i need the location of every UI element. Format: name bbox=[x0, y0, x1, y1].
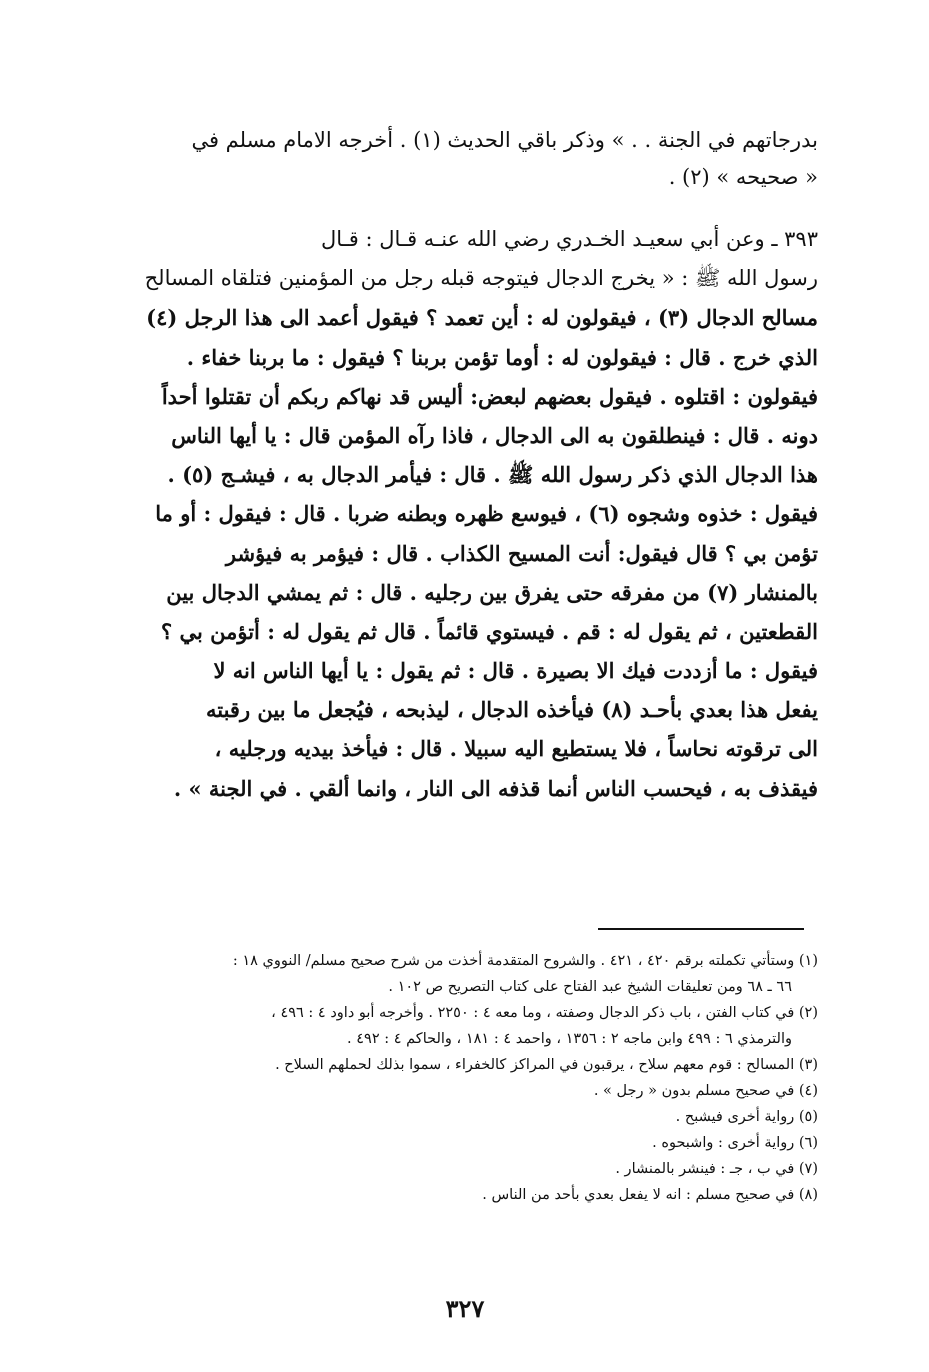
footnote-8: (٨) في صحيح مسلم : انه لا يفعل بعدي بأحد من الناس . bbox=[482, 1187, 818, 1203]
hadith-line: مسالح الدجال (٣) ، فيقولون له : أين تعمد ؟ فيقول أعمد الى هذا الرجل (٤) bbox=[146, 305, 818, 331]
footnote-1-continuation: ٦٦ ـ ٦٨ ومن تعليقات الشيخ عبد الفتاح على كتاب التصريح ص ١٠٢ . bbox=[388, 979, 792, 995]
footnote-divider bbox=[598, 928, 804, 930]
hadith-line: رسول الله ﷺ : « يخرج الدجال فيتوجه قبله رجل من المؤمنين فتلقاه المسالح bbox=[144, 266, 818, 291]
hadith-line: ٣٩٣ ـ وعن أبي سعيـد الخـدري رضي الله عنـه قـال : قـال bbox=[320, 227, 818, 251]
hadith-line: يفعل هذا بعدي بأحـد (٨) فيأخذه الدجال ، ليذبحه ، فيُجعل ما بين رقبته bbox=[205, 697, 818, 723]
footnote-1: (١) وستأتي تكملته برقم ٤٢٠ ، ٤٢١ . والشروح المتقدمة أخذت من شرح صحيح مسلم/ النووي ١٨ : bbox=[232, 953, 818, 969]
hadith-line: فيقول : خذوه وشجوه (٦) ، فيوسع ظهره وبطنه ضربا . قال : فيقول : أو ما bbox=[155, 501, 818, 527]
footnote-6: (٦) رواية أخرى : واشبحوه . bbox=[652, 1135, 818, 1151]
hadith-line: فيقول : ما أزددت فيك الا بصيرة . قال : ثم يقول : يا أيها الناس انه لا bbox=[213, 658, 818, 684]
hadith-line: القطعتين ، ثم يقول له : قم . فيستوي قائماً . قال ثم يقول له : أتؤمن بي ؟ bbox=[161, 618, 818, 644]
footnote-3: (٣) المسالح : قوم معهم سلاح ، يرقبون في المراكز كالخفراء ، سموا بذلك لحملهم السلاح . bbox=[275, 1057, 818, 1073]
footnote-4: (٤) في صحيح مسلم بدون « رجل » . bbox=[593, 1083, 818, 1099]
footnotes bbox=[112, 948, 818, 1208]
hadith-line: دونه . قال : فينطلقون به الى الدجال ، فاذا رآه المؤمن قال : يا أيها الناس bbox=[171, 422, 818, 448]
hadith-line: فيقذف به ، فيحسب الناس أنما قذفه الى النار ، وانما ألقي . في الجنة » . bbox=[173, 775, 818, 801]
hadith-line: الى ترقوته نحاساً ، فلا يستطيع اليه سبيلا . قال : فيأخذ بيديه ورجليه ، bbox=[214, 736, 818, 762]
footnote-7: (٧) في ب ، جـ : فينشر بالمنشار . bbox=[615, 1161, 818, 1177]
intro-line-2: « صحيحه » (٢) . bbox=[668, 165, 818, 189]
hadith-line: فيقولون : اقتلوه . فيقول بعضهم لبعض: أليس قد نهاكم ربكم أن تقتلوا أحداً bbox=[161, 383, 818, 409]
footnote-5: (٥) رواية أخرى فيشبح . bbox=[675, 1109, 818, 1125]
footnote-2: (٢) في كتاب الفتن ، باب ذكر الدجال وصفته ، وما معه ٤ : ٢٢٥٠ . وأخرجه أبو داود ٤ : ٤٩٦ ، bbox=[271, 1005, 818, 1021]
intro-line-1: بدرجاتهم في الجنة . . » وذكر باقي الحديث (١) . أخرجه الامام مسلم في bbox=[191, 128, 818, 152]
hadith-line: تؤمن بي ؟ قال فيقول: أنت المسيح الكذاب . قال : فيؤمر به فيؤشر bbox=[225, 540, 818, 566]
page-number: ٣٢٧ bbox=[445, 1294, 485, 1323]
hadith-line: هذا الدجال الذي ذكر رسول الله ﷺ . قال : فيأمر الدجال به ، فيشـج (٥) . bbox=[167, 462, 818, 488]
hadith-line: بالمنشار (٧) من مفرقه حتى يفرق بين رجليه . قال : ثم يمشي الدجال بين bbox=[166, 579, 818, 605]
hadith-393 bbox=[112, 220, 818, 808]
footnote-2-continuation: والترمذي ٦ : ٤٩٩ وابن ماجه ٢ : ١٣٥٦ ، واحمد ٤ : ١٨١ ، والحاكم ٤ : ٤٩٢ . bbox=[347, 1031, 792, 1047]
hadith-line: الذي خرج . قال : فيقولون له : أوما تؤمن بربنا ؟ فيقول : ما بربنا خفاء . bbox=[186, 344, 818, 370]
main-text bbox=[112, 122, 818, 808]
